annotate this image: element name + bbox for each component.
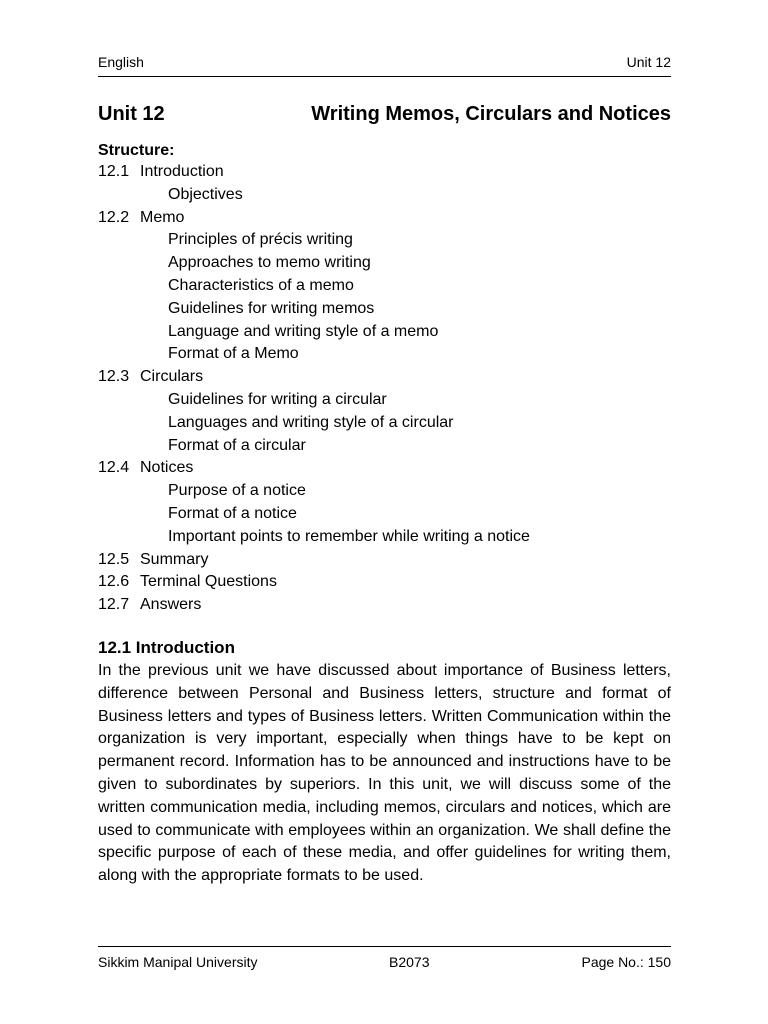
toc-subitem: Approaches to memo writing bbox=[168, 254, 371, 272]
toc-number: 12.5 bbox=[98, 550, 130, 568]
page-footer bbox=[98, 952, 671, 972]
toc-item bbox=[98, 366, 658, 389]
toc-number: 12.4 bbox=[98, 459, 130, 477]
toc-title: Memo bbox=[140, 208, 185, 226]
toc-title: Terminal Questions bbox=[140, 573, 277, 591]
footer-code: B2073 bbox=[389, 954, 430, 970]
header-subject: English bbox=[98, 54, 144, 70]
toc-item bbox=[98, 594, 658, 617]
toc-number: 12.2 bbox=[98, 208, 130, 226]
toc-item bbox=[98, 457, 658, 480]
unit-number: Unit 12 bbox=[98, 103, 165, 125]
header-rule bbox=[98, 76, 671, 77]
toc-title: Answers bbox=[140, 596, 202, 614]
footer-university: Sikkim Manipal University bbox=[98, 954, 258, 970]
toc-subitem: Format of a notice bbox=[168, 504, 297, 522]
toc-subitem: Characteristics of a memo bbox=[168, 276, 354, 294]
page-header bbox=[98, 52, 671, 72]
toc-title: Summary bbox=[140, 550, 209, 568]
unit-title: Writing Memos, Circulars and Notices bbox=[311, 103, 671, 125]
toc-item bbox=[98, 161, 658, 184]
structure-label: Structure: bbox=[98, 142, 175, 159]
toc-subitem: Principles of précis writing bbox=[168, 231, 353, 249]
header-unit: Unit 12 bbox=[626, 54, 671, 70]
toc-subitem: Languages and writing style of a circular bbox=[168, 413, 454, 431]
footer-page-number: Page No.: 150 bbox=[581, 954, 671, 970]
section-heading: 12.1 Introduction bbox=[98, 638, 235, 657]
toc-number: 12.7 bbox=[98, 596, 130, 614]
page-title bbox=[98, 101, 671, 127]
toc-subitem: Guidelines for writing a circular bbox=[168, 390, 387, 408]
toc-number: 12.3 bbox=[98, 368, 130, 386]
toc-item bbox=[98, 207, 658, 230]
toc-subitem: Important points to remember while writing a notice bbox=[168, 527, 530, 545]
toc-title: Notices bbox=[140, 459, 194, 477]
toc-number: 12.6 bbox=[98, 573, 130, 591]
toc-subitem: Purpose of a notice bbox=[168, 482, 306, 500]
toc-item bbox=[98, 571, 658, 594]
footer-rule bbox=[98, 946, 671, 947]
toc-number: 12.1 bbox=[98, 163, 130, 180]
toc-item bbox=[98, 549, 658, 572]
toc-subitem: Format of a circular bbox=[168, 436, 306, 454]
toc-subitem: Objectives bbox=[168, 185, 243, 203]
toc-title: Circulars bbox=[140, 368, 204, 386]
toc-subitem: Guidelines for writing memos bbox=[168, 299, 375, 317]
table-of-contents bbox=[98, 161, 658, 617]
toc-subitem: Language and writing style of a memo bbox=[168, 322, 439, 340]
toc-title: Introduction bbox=[140, 163, 224, 180]
toc-subitem: Format of a Memo bbox=[168, 345, 299, 363]
intro-paragraph: In the previous unit we have discussed about importance of Business letters, difference between Personal and Business letters, structure and format of Business letters and types of Business letters. Written Communication within the organization is very important, especially when things have to be kept on permanent record. Information has to be announced and instructions have to be given to subordinates by superiors. In this unit, we will discuss some of the written communication media, including memos, circulars and notices, which are used to communicate with employees within an organization. We shall define the specific purpose of each of these media, and offer guidelines for writing them, along with the appropriate formats to be used. bbox=[98, 662, 671, 885]
